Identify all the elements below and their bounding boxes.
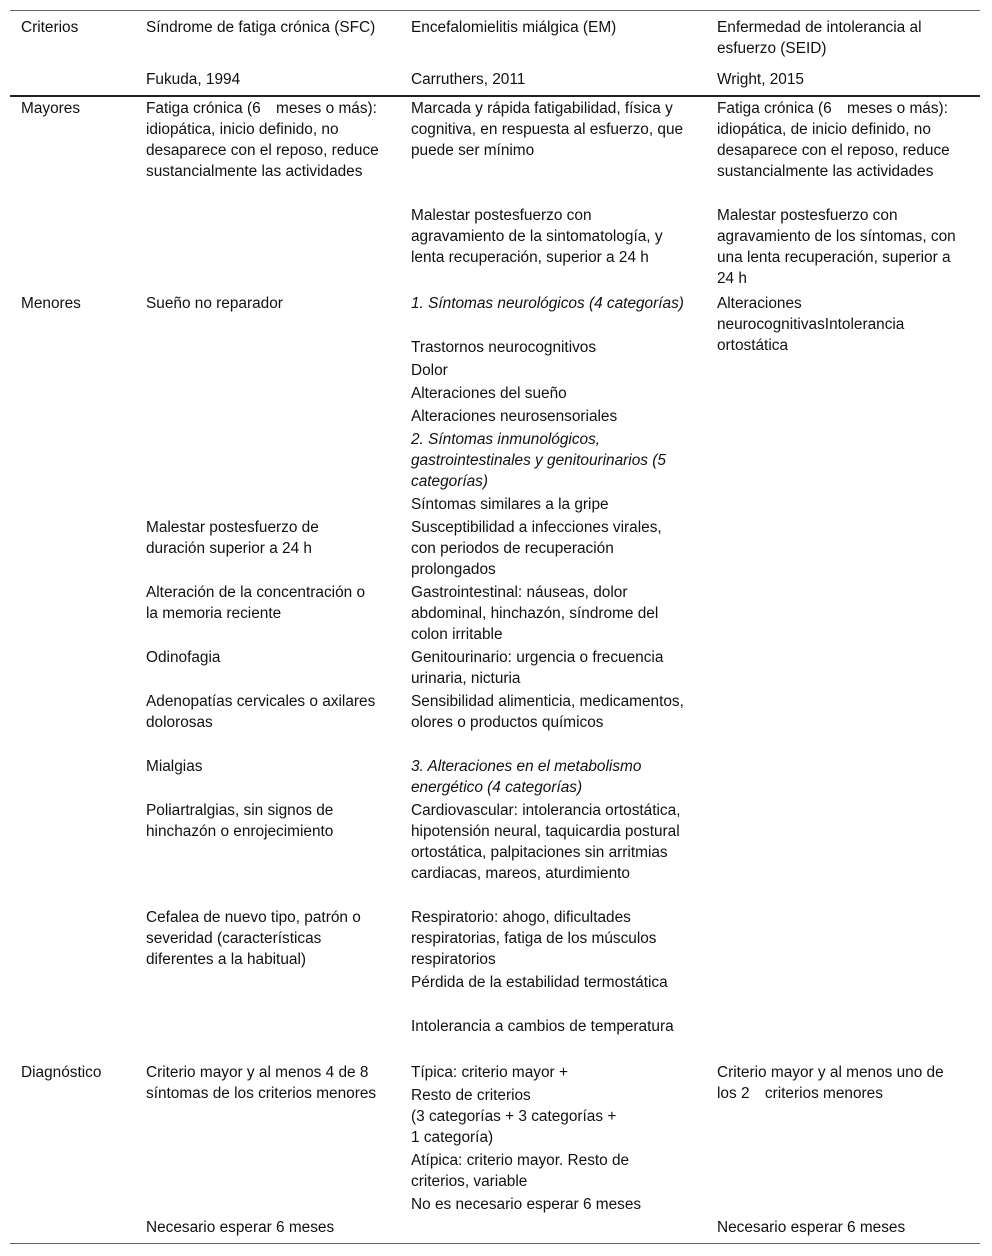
- criteria-table: [10, 10, 980, 1245]
- menores-sfc-item: Cefalea de nuevo tipo, patrón o severidad (características diferentes a la habitual): [146, 909, 361, 968]
- menores-em-item: Genitourinario: urgencia o frecuencia urinaria, nicturia: [411, 649, 664, 687]
- diagnostico-em-item: Resto de criterios: [411, 1087, 531, 1104]
- menores-em-item: Gastrointestinal: náuseas, dolor abdominal, hinchazón, síndrome del colon irritable: [411, 584, 659, 643]
- menores-em-item: Alteraciones del sueño: [411, 385, 567, 402]
- row-label-menores: Menores: [21, 295, 81, 312]
- menores-seid: Alteraciones neurocognitivasIntolerancia ortostática: [717, 295, 905, 354]
- mayores-em-1: Marcada y rápida fatigabilidad, física y cognitiva, en respuesta al esfuerzo, que puede ser mínimo: [411, 100, 684, 159]
- menores-em-category-heading: 2. Síntomas inmunológicos, gastrointestinales y genitourinarios (5 categorías): [411, 431, 682, 490]
- menores-sfc-item: Alteración de la concentración o la memoria reciente: [146, 584, 366, 622]
- header-sfc-title: Síndrome de fatiga crónica (SFC): [146, 19, 376, 36]
- mayores-sfc: Fatiga crónica (6 meses o más): idiopática, inicio definido, no desaparece con el reposo, reduce sustancialmente las actividades: [146, 100, 379, 180]
- diagnostico-em-item: (3 categorías + 3 categorías + 1 categoría): [411, 1108, 617, 1146]
- diagnostico-em-item: Atípica: criterio mayor. Resto de criterios, variable: [411, 1152, 630, 1190]
- header-seid-ref: Wright, 2015: [717, 71, 804, 88]
- menores-sfc-item: Sueño no reparador: [146, 295, 283, 312]
- header-criterios: Criterios: [21, 19, 79, 36]
- row-label-mayores: Mayores: [21, 100, 81, 117]
- menores-em-item: Sensibilidad alimenticia, medicamentos, olores o productos químicos: [411, 693, 684, 731]
- menores-em-item: Intolerancia a cambios de temperatura: [411, 1018, 674, 1035]
- menores-em-item: Susceptibilidad a infecciones virales, con periodos de recuperación prolongados: [411, 519, 662, 578]
- diagnostico-em-item: No es necesario esperar 6 meses: [411, 1196, 642, 1213]
- menores-sfc-item: Adenopatías cervicales o axilares dolorosas: [146, 693, 376, 731]
- menores-em-category-heading: 3. Alteraciones en el metabolismo energético (4 categorías): [411, 758, 642, 796]
- menores-em-item: Dolor: [411, 362, 448, 379]
- diagnostico-seid-2: Necesario esperar 6 meses: [717, 1219, 906, 1236]
- diagnostico-em-item: Típica: criterio mayor +: [411, 1064, 568, 1081]
- header-rule: [10, 95, 980, 97]
- header-em-title: Encefalomielitis miálgica (EM): [411, 19, 617, 36]
- mayores-seid-1: Fatiga crónica (6 meses o más): idiopática, de inicio definido, no desaparece con el reposo, reduce sustancialmente las actividades: [717, 100, 950, 180]
- diagnostico-sfc-2: Necesario esperar 6 meses: [146, 1219, 335, 1236]
- menores-sfc-item: Poliartralgias, sin signos de hinchazón o enrojecimiento: [146, 802, 334, 840]
- table-top-rule: [10, 10, 980, 11]
- mayores-seid-2: Malestar postesfuerzo con agravamiento de los síntomas, con una lenta recuperación, superior a 24 h: [717, 207, 956, 287]
- diagnostico-sfc-1: Criterio mayor y al menos 4 de 8 síntomas de los criterios menores: [146, 1064, 377, 1102]
- menores-sfc-item: Mialgias: [146, 758, 203, 775]
- menores-sfc-item: Odinofagia: [146, 649, 221, 666]
- menores-em-item: Síntomas similares a la gripe: [411, 496, 609, 513]
- header-em-ref: Carruthers, 2011: [411, 71, 526, 88]
- diagnostico-seid-1: Criterio mayor y al menos uno de los 2 criterios menores: [717, 1064, 944, 1102]
- mayores-em-2: Malestar postesfuerzo con agravamiento de la sintomatología, y lenta recuperación, superior a 24 h: [411, 207, 663, 266]
- table-bottom-rule: [10, 1243, 980, 1244]
- menores-em-item: Cardiovascular: intolerancia ortostática, hipotensión neural, taquicardia postural ortostática, palpitaciones sin arritmias cardiacas, mareos, aturdimiento: [411, 802, 681, 882]
- menores-sfc-item: Malestar postesfuerzo de duración superior a 24 h: [146, 519, 319, 557]
- header-seid-title: Enfermedad de intolerancia al esfuerzo (SEID): [717, 19, 922, 57]
- menores-em-item: Pérdida de la estabilidad termostática: [411, 974, 668, 991]
- header-sfc-ref: Fukuda, 1994: [146, 71, 241, 88]
- menores-em-category-heading: 1. Síntomas neurológicos (4 categorías): [411, 295, 684, 312]
- menores-em-item: Respiratorio: ahogo, dificultades respiratorias, fatiga de los músculos respiratorios: [411, 909, 657, 968]
- menores-em-item: Alteraciones neurosensoriales: [411, 408, 618, 425]
- row-label-diagnostico: Diagnóstico: [21, 1064, 102, 1081]
- menores-em-item: Trastornos neurocognitivos: [411, 339, 597, 356]
